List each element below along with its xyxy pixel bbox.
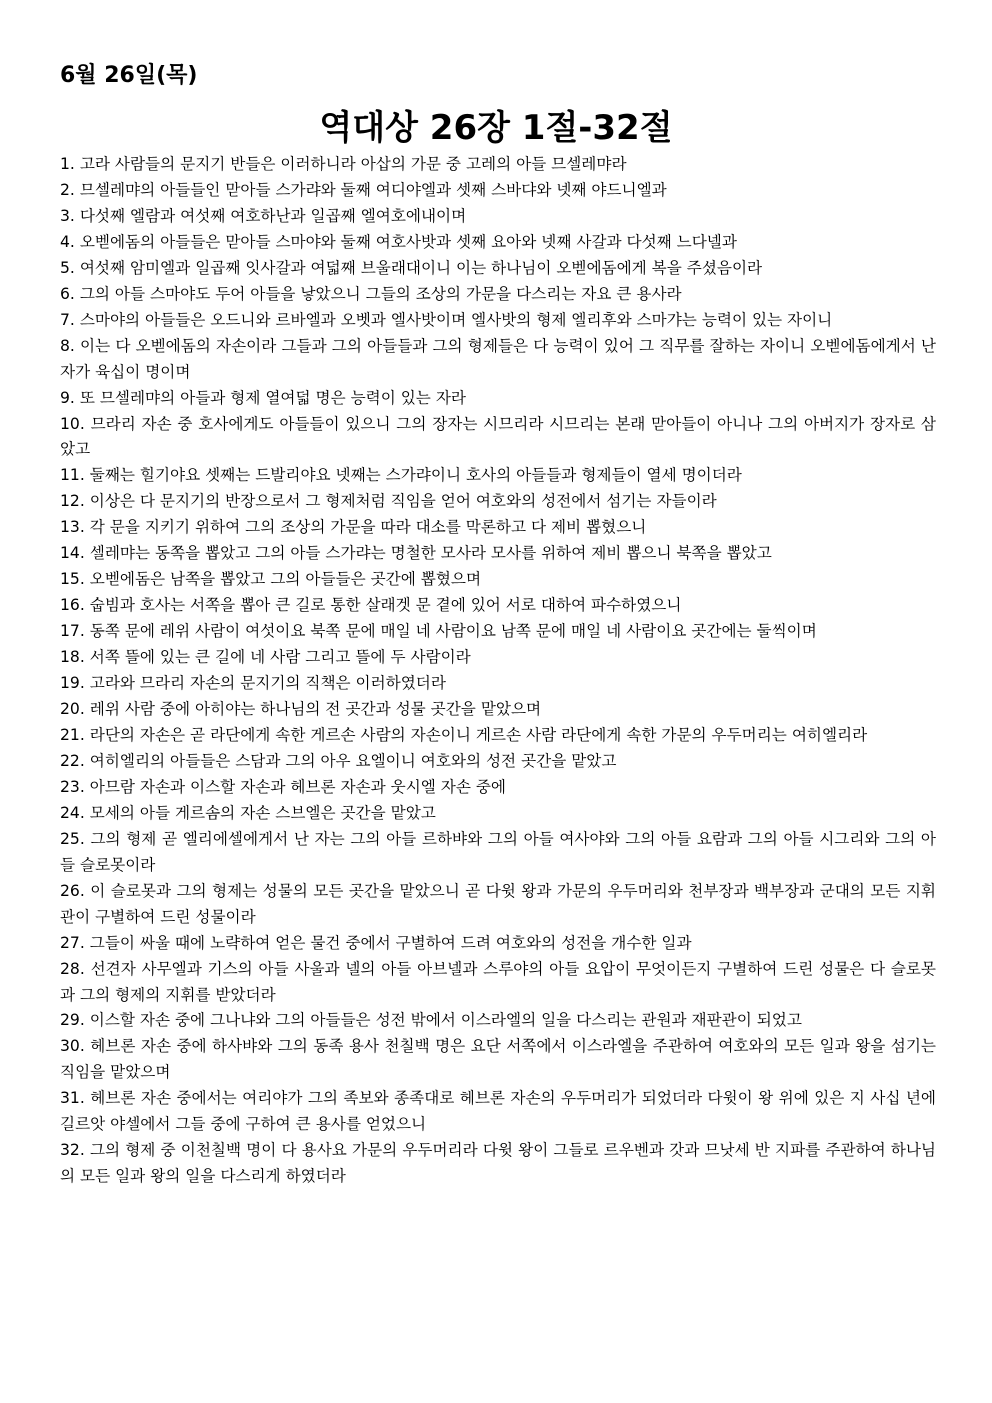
verse-12: 12. 이상은 다 문지기의 반장으로서 그 형제처럼 직임을 얻어 여호와의 성전에서 섬기는 자들이라: [60, 492, 717, 511]
verse-29: 29. 이스할 자손 중에 그나냐와 그의 아들들은 성전 밖에서 이스라엘의 일을 다스리는 관원과 재판관이 되었고: [60, 1011, 802, 1030]
verse-30: 30. 헤브론 자손 중에 하사뱌와 그의 동족 용사 천칠백 명은 요단 서쪽에서 이스라엘을 주관하여 여호와의 모든 일과 왕을 섬기는 직임을 맡았으며: [60, 1037, 936, 1082]
verse-32: 32. 그의 형제 중 이천칠백 명이 다 용사요 가문의 우두머리라 다윗 왕이 그들로 르우벤과 갓과 므낫세 반 지파를 주관하여 하나님의 모든 일과 왕의 일을 다스리게 하였더라: [60, 1141, 936, 1186]
verse-list: [60, 152, 936, 1190]
verse-25: 25. 그의 형제 곧 엘리에셀에게서 난 자는 그의 아들 르하뱌와 그의 아들 여사야와 그의 아들 요람과 그의 아들 시그리와 그의 아들 슬로못이라: [60, 829, 936, 874]
verse-22: 22. 여히엘리의 아들들은 스담과 그의 아우 요엘이니 여호와의 성전 곳간을 맡았고: [60, 751, 617, 770]
verse-17: 17. 동쪽 문에 레위 사람이 여섯이요 북쪽 문에 매일 네 사람이요 남쪽 문에 매일 네 사람이요 곳간에는 둘씩이며: [60, 622, 817, 641]
verse-10: 10. 므라리 자손 중 호사에게도 아들들이 있으니 그의 장자는 시므리라 시므리는 본래 맏아들이 아니나 그의 아버지가 장자로 삼았고: [60, 414, 936, 459]
verse-3: 3. 다섯째 엘람과 여섯째 여호하난과 일곱째 엘여호에내이며: [60, 206, 467, 225]
verse-11: 11. 둘째는 힐기야요 셋째는 드발리야요 넷째는 스가랴이니 호사의 아들들과 형제들이 열세 명이더라: [60, 466, 742, 485]
verse-2: 2. 므셀레먀의 아들들인 맏아들 스가랴와 둘째 여디야엘과 셋째 스바댜와 넷째 야드니엘과: [60, 180, 667, 199]
verse-1: 1. 고라 사람들의 문지기 반들은 이러하니라 아삽의 가문 중 고레의 아들 므셀레먀라: [60, 155, 627, 173]
verse-18: 18. 서쪽 뜰에 있는 큰 길에 네 사람 그리고 뜰에 두 사람이라: [60, 648, 471, 667]
verse-23: 23. 아므람 자손과 이스할 자손과 헤브론 자손과 웃시엘 자손 중에: [60, 777, 506, 796]
verse-15: 15. 오벧에돔은 남쪽을 뽑았고 그의 아들들은 곳간에 뽑혔으며: [60, 570, 482, 589]
verse-31: 31. 헤브론 자손 중에서는 여리야가 그의 족보와 종족대로 헤브론 자손의 우두머리가 되었더라 다윗이 왕 위에 있은 지 사십 년에 길르앗 야셀에서 그들 중에 구하여 큰 용사를 얻었으니: [60, 1089, 936, 1134]
verse-13: 13. 각 문을 지키기 위하여 그의 조상의 가문을 따라 대소를 막론하고 다 제비 뽑혔으니: [60, 518, 647, 537]
verse-4: 4. 오벧에돔의 아들들은 맏아들 스마야와 둘째 여호사밧과 셋째 요아와 넷째 사갈과 다섯째 느다넬과: [60, 232, 737, 251]
verse-14: 14. 셀레먀는 동쪽을 뽑았고 그의 아들 스가랴는 명철한 모사라 모사를 위하여 제비 뽑으니 북쪽을 뽑았고: [60, 544, 772, 563]
verse-5: 5. 여섯째 암미엘과 일곱째 잇사갈과 여덟째 브울래대이니 이는 하나님이 오벧에돔에게 복을 주셨음이라: [60, 258, 763, 277]
date-heading: 6월 26일(목): [60, 63, 198, 88]
verse-16: 16. 숩빔과 호사는 서쪽을 뽑아 큰 길로 통한 살래겟 문 곁에 있어 서로 대하여 파수하였으니: [60, 596, 682, 615]
verse-28: 28. 선견자 사무엘과 기스의 아들 사울과 넬의 아들 아브넬과 스루야의 아들 요압이 무엇이든지 구별하여 드린 성물은 다 슬로못과 그의 형제의 지휘를 받았더라: [60, 959, 936, 1004]
verse-20: 20. 레위 사람 중에 아히야는 하나님의 전 곳간과 성물 곳간을 맡았으며: [60, 700, 542, 719]
page-title: 역대상 26장 1절-32절: [319, 108, 673, 148]
verse-9: 9. 또 므셀레먀의 아들과 형제 열여덟 명은 능력이 있는 자라: [60, 388, 466, 407]
verse-8: 8. 이는 다 오벧에돔의 자손이라 그들과 그의 아들들과 그의 형제들은 다 능력이 있어 그 직무를 잘하는 자이니 오벧에돔에게서 난 자가 육십이 명이며: [60, 336, 936, 381]
verse-27: 27. 그들이 싸울 때에 노략하여 얻은 물건 중에서 구별하여 드려 여호와의 성전을 개수한 일과: [60, 933, 692, 952]
verse-19: 19. 고라와 므라리 자손의 문지기의 직책은 이러하였더라: [60, 674, 446, 693]
verse-6: 6. 그의 아들 스마야도 두어 아들을 낳았으니 그들의 조상의 가문을 다스리는 자요 큰 용사라: [60, 284, 682, 303]
verse-21: 21. 라단의 자손은 곧 라단에게 속한 게르손 사람의 자손이니 게르손 사람 라단에게 속한 가문의 우두머리는 여히엘리라: [60, 725, 868, 744]
verse-7: 7. 스마야의 아들들은 오드니와 르바엘과 오벳과 엘사밧이며 엘사밧의 형제 엘리후와 스마갸는 능력이 있는 자이니: [60, 310, 833, 329]
verse-24: 24. 모세의 아들 게르솜의 자손 스브엘은 곳간을 맡았고: [60, 803, 436, 822]
verse-26: 26. 이 슬로못과 그의 형제는 성물의 모든 곳간을 맡았으니 곧 다윗 왕과 가문의 우두머리와 천부장과 백부장과 군대의 모든 지휘관이 구별하여 드린 성물이라: [60, 881, 936, 926]
